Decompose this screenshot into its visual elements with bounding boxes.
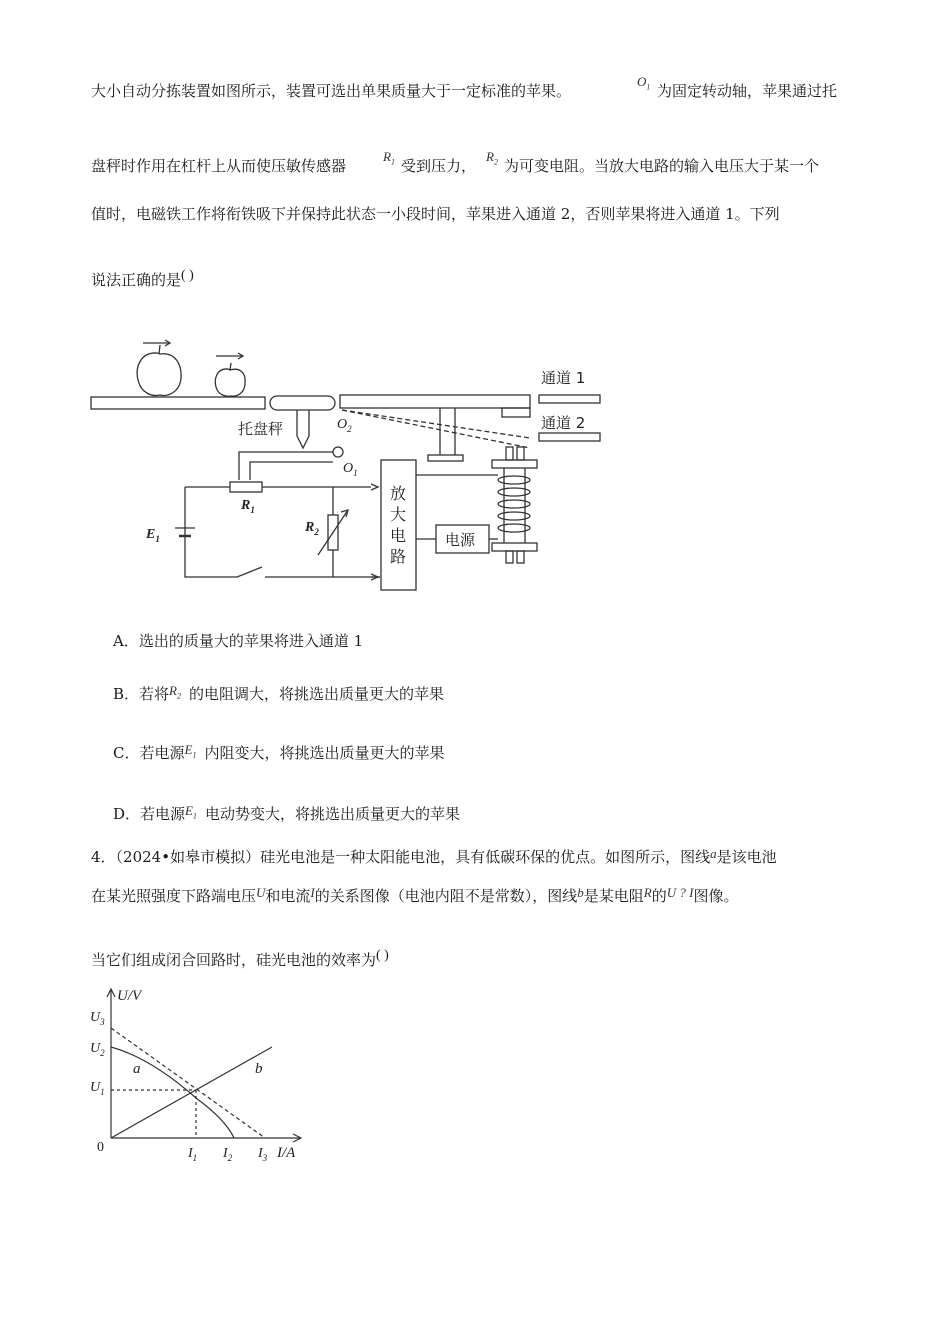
label-r1: $R_1$ [241, 498, 255, 515]
curve-a [111, 1047, 234, 1138]
q4-line-1: 4．（2024•如皋市模拟）硅光电池是一种太阳能电池，具有低碳环保的优点。如图所示，图线a是该电池 [91, 846, 777, 866]
wire-left-bottom [185, 487, 237, 577]
switch [237, 567, 262, 577]
pivot-o1 [333, 447, 343, 457]
label-e1: $E_1$ [146, 527, 160, 544]
x-axis-label: I/A [277, 1145, 296, 1161]
q4-line-3: 当它们组成闭合回路时，硅光电池的效率为( ) [91, 948, 389, 969]
option-c-symbol: $E_1$ [184, 742, 197, 760]
tick-u2: $U_2$ [90, 1041, 105, 1058]
lever-wire-inner [250, 462, 333, 480]
y-axis-label: U/V [117, 988, 142, 1004]
armature-base [428, 455, 463, 461]
apple-large [137, 353, 181, 396]
q3-line-4: 说法正确的是( ) [91, 268, 194, 289]
tangent-dashed [111, 1028, 265, 1138]
q3-line-2-mid: 受到压力， [401, 157, 477, 175]
tick-i1: $I_1$ [188, 1146, 198, 1163]
amp-char-2: 大 [390, 505, 407, 524]
q3-line-1: 大小自动分拣装置如图所示，装置可选出单果质量大于一定标准的苹果。 [91, 82, 572, 100]
q4-line-2: 在某光照强度下路端电压U和电流I的关系图像（电池内阻不是常数），图线b是某电阻R的U ? I图像。 [91, 885, 739, 905]
label-o1: $O_1$ [343, 461, 358, 478]
channel-1 [539, 395, 600, 403]
option-c[interactable]: C．若电源$E_1$ 内阻变大，将挑选出质量更大的苹果 [113, 742, 445, 762]
tick-i3: $I_3$ [258, 1146, 268, 1163]
tray-scale [270, 396, 335, 410]
magnet-pin-1 [506, 447, 513, 460]
symbol-r2: $R_2$ [486, 149, 498, 167]
electromagnet-top [492, 460, 537, 468]
q3-line-1-tail: 为固定转动轴，苹果通过托 [657, 82, 838, 100]
amp-char-4: 路 [390, 547, 407, 566]
apple-sorter-diagram [85, 330, 615, 595]
label-channel-1: 通道 1 [541, 369, 586, 387]
answer-paren-q4: ( ) [376, 948, 389, 963]
magnet-pin-2 [517, 447, 524, 460]
tick-u1: $U_1$ [90, 1080, 105, 1097]
tray-pointer [297, 410, 309, 448]
tick-u3: $U_3$ [90, 1010, 105, 1027]
q3-line-2-tail: 为可变电阻。当放大电路的输入电压大于某一个 [504, 157, 820, 175]
electromagnet-bottom [492, 543, 537, 551]
label-tray: 托盘秤 [238, 420, 284, 438]
q3-line-2: 盘秤时作用在杠杆上从而使压敏传感器 [91, 157, 347, 175]
lever-wire-outer [239, 452, 333, 480]
option-b[interactable]: B．若将$R_2$ 的电阻调大，将挑选出质量更大的苹果 [113, 683, 445, 703]
lever-tip [502, 408, 530, 417]
tick-i2: $I_2$ [223, 1146, 233, 1163]
label-curve-a: a [133, 1061, 141, 1077]
label-o2: $O_2$ [337, 417, 352, 434]
apple-stem-1 [159, 345, 160, 354]
apple-stem-2 [230, 363, 231, 370]
conveyor-belt [91, 397, 265, 409]
apple-small [215, 369, 245, 396]
amplifier-box [381, 460, 416, 590]
resistor-r1 [230, 482, 262, 492]
origin-label: 0 [97, 1140, 104, 1155]
symbol-o1: $O_1$ [637, 74, 651, 92]
amp-char-3: 电 [390, 526, 407, 545]
ui-graph [85, 980, 315, 1170]
answer-paren: ( ) [181, 268, 194, 283]
option-d-symbol: $E_1$ [185, 803, 197, 821]
amp-char-1: 放 [390, 484, 407, 503]
wire-arrow-top [371, 484, 378, 490]
option-a[interactable]: A．选出的质量大的苹果将进入通道 1 [113, 632, 364, 650]
option-b-symbol: $R_2$ [169, 683, 181, 701]
label-channel-2: 通道 2 [541, 414, 586, 432]
label-r2: $R_2$ [305, 520, 319, 537]
label-line-b: b [255, 1061, 263, 1077]
label-power: 电源 [445, 531, 476, 549]
option-d[interactable]: D．若电源$E_1$ 电动势变大，将挑选出质量更大的苹果 [113, 803, 461, 823]
q3-line-3: 值时，电磁铁工作将衔铁吸下并保持此状态一小段时间，苹果进入通道 2，否则苹果将进入通道 1。下列 [91, 205, 780, 223]
symbol-r1: $R_1$ [383, 149, 395, 167]
channel-2 [539, 433, 600, 441]
lever-bar [340, 395, 530, 408]
